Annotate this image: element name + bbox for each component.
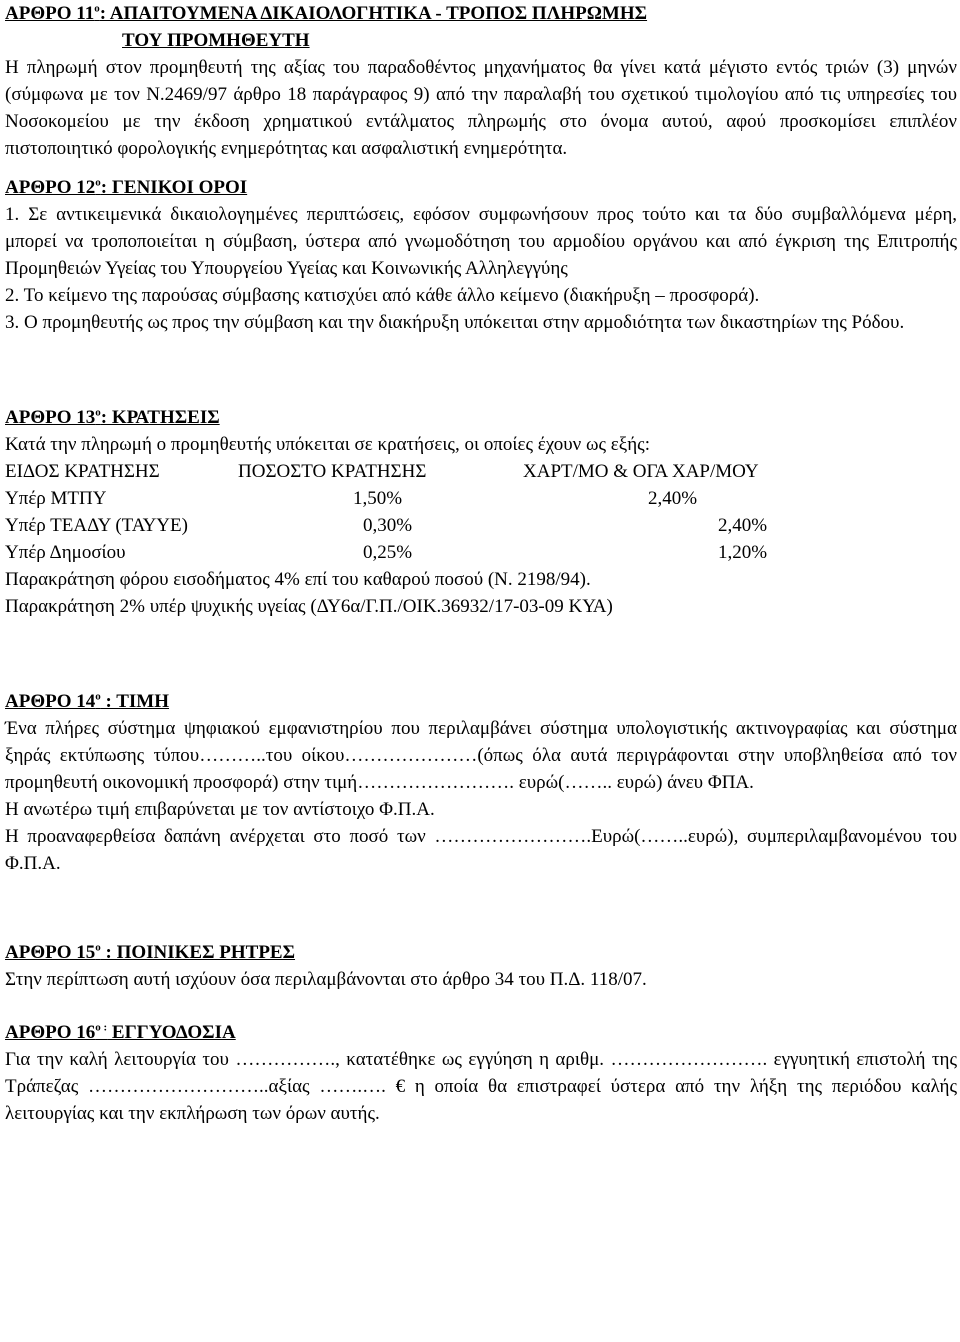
article-12-item-1: 1. Σε αντικειμενικά δικαιολογημένες περιπτώσεις, εφόσον συμφωνήσουν προς τούτο και τα δύο συμβαλλόμενα μέρη, μπορεί να τροποποιείται η σύμβαση, ύστερα από γνωμοδότηση του αρμοδίου οργάνου και από έγκριση της Επιτροπής Προμηθειών Υγείας του Υπουργείου Υγείας και Κοινωνικής Αλληλεγγύης [5, 204, 957, 279]
article-15-body: Στην περίπτωση αυτή ισχύουν όσα περιλαμβάνονται στο άρθρο 34 του Π.Δ. 118/07. [5, 969, 647, 990]
article-14-heading [5, 688, 957, 715]
article-13-note-1: Παρακράτηση φόρου εισοδήματος 4% επί του καθαρού ποσού (Ν. 2198/94). [5, 569, 591, 590]
article-16 [5, 1019, 957, 1127]
article-14 [5, 688, 957, 877]
article-11-heading-line2: ΤΟΥ ΠΡΟΜΗΘΕΥΤΗ [122, 30, 310, 51]
heading-text: ΕΓΓΥΟΔΟΣΙΑ [107, 1022, 236, 1043]
heading-text: ΑΡΘΡΟ 16 [5, 1022, 96, 1043]
article-14-body-1: Ένα πλήρες σύστημα ψηφιακού εμφανιστηρίου που περιλαμβάνει σύστημα υπολογιστικής ακτινογραφίας και σύστημα ξηράς εκτύπωσης τύπου………..του οίκου…………………(όπως όλα αυτά περιγράφονται στην υποβληθείσα από τον προμηθευτή οικονομική προσφορά) στην τιμή……………………. ευρώ(…….. ευρώ) άνευ ΦΠΑ. [5, 718, 957, 793]
table-cell: Υπέρ ΜΤΠΥ [5, 488, 107, 509]
article-16-heading [5, 1019, 957, 1046]
deductions-table-row [5, 512, 957, 539]
article-12-item-2: 2. Το κείμενο της παρούσας σύμβασης κατισχύει από κάθε άλλο κείμενο (διακήρυξη – προσφορά). [5, 285, 760, 306]
deductions-table-row [5, 539, 957, 566]
table-cell: 1,50% [353, 488, 403, 509]
heading-superscript: ο [95, 690, 101, 703]
table-cell: Υπέρ ΤΕΑΔΥ (ΤΑΥΥΕ) [5, 515, 188, 536]
heading-text: ΑΡΘΡΟ 14 [5, 691, 96, 712]
article-15 [5, 939, 957, 993]
heading-text: ΑΡΘΡΟ 11 [5, 3, 95, 24]
article-13-intro: Κατά την πληρωμή ο προμηθευτής υπόκειται σε κρατήσεις, οι οποίες έχουν ως εξής: [5, 434, 650, 455]
table-cell: 0,25% [363, 542, 413, 563]
table-cell: Υπέρ Δημοσίου [5, 542, 126, 563]
article-14-body-2: Η ανωτέρω τιμή επιβαρύνεται με τον αντίστοιχο Φ.Π.Α. [5, 799, 435, 820]
heading-superscript: ο [94, 2, 100, 15]
heading-text: ΑΡΘΡΟ 13 [5, 407, 96, 428]
article-13 [5, 404, 957, 620]
heading-superscript: ο [95, 406, 101, 419]
heading-text: : ΠΟΙΝΙΚΕΣ ΡΗΤΡΕΣ [100, 942, 296, 963]
heading-superscript: ο [95, 176, 101, 189]
heading-text: : ΑΠΑΙΤΟΥΜΕΝΑ ΔΙΚΑΙΟΛΟΓΗΤΙΚΑ - ΤΡΟΠΟΣ ΠΛΗΡΩΜΗΣ [99, 3, 648, 24]
article-11-body: Η πληρωμή στον προμηθευτή της αξίας του παραδοθέντος μηχανήματος θα γίνει κατά μέγιστο εντός τριών (3) μηνών (σύμφωνα με τον Ν.2469/97 άρθρο 18 παράγραφος 9) από την παραλαβή του σχετικού τιμολογίου από τις υπηρεσίες του Νοσοκομείου με την έκδοση χρηματικού εντάλματος πληρωμής στο όνομα αυτού, αφού προσκομίσει επιπλέον πιστοποιητικό φορολογικής ενημερότητας και ασφαλιστική ενημερότητα. [5, 57, 957, 159]
heading-superscript: ο : [95, 1021, 108, 1034]
heading-text: : ΤΙΜΗ [100, 691, 170, 712]
header-cell: ΕΙΔΟΣ ΚΡΑΤΗΣΗΣ [5, 461, 160, 482]
article-16-body: Για την καλή λειτουργία του ……………., κατατέθηκε ως εγγύηση η αριθμ. ……………………. εγγυητική επιστολή της Τράπεζας ………………………..αξίας …….…. € η οποία θα επιστραφεί ύστερα από την λήξη της περιόδου καλής λειτουργίας και την εκπλήρωση των όρων αυτής. [5, 1049, 957, 1124]
table-cell: 0,30% [363, 515, 413, 536]
article-15-heading [5, 939, 957, 966]
table-cell: 2,40% [718, 515, 768, 536]
article-12-item-3: 3. Ο προμηθευτής ως προς την σύμβαση και την διακήρυξη υπόκειται στην αρμοδιότητα των δικαστηρίων της Ρόδου. [5, 312, 905, 333]
heading-text: : ΓΕΝΙΚΟΙ ΟΡΟΙ [100, 177, 248, 198]
header-cell: ΠΟΣΟΣΤΟ ΚΡΑΤΗΣΗΣ [238, 461, 427, 482]
heading-text: ΑΡΘΡΟ 12 [5, 177, 96, 198]
article-13-note-2: Παρακράτηση 2% υπέρ ψυχικής υγείας (ΔΥ6α/Γ.Π./ΟΙΚ.36932/17-03-09 ΚΥΑ) [5, 596, 613, 617]
article-12 [5, 174, 957, 336]
table-cell: 1,20% [718, 542, 768, 563]
heading-text: ΑΡΘΡΟ 15 [5, 942, 96, 963]
table-cell: 2,40% [648, 488, 698, 509]
article-11-heading [5, 0, 957, 27]
article-14-body-3: Η προαναφερθείσα δαπάνη ανέρχεται στο ποσό των …………………….Ευρώ(……..ευρώ), συμπεριλαμβανομένου του Φ.Π.Α. [5, 826, 957, 874]
heading-superscript: ο [95, 941, 101, 954]
deductions-table-row [5, 485, 957, 512]
article-13-heading [5, 404, 957, 431]
document-page [5, 0, 957, 1127]
article-12-heading [5, 174, 957, 201]
deductions-table-header [5, 458, 957, 485]
article-11 [5, 0, 957, 162]
heading-text: : ΚΡΑΤΗΣΕΙΣ [100, 407, 220, 428]
header-cell: ΧΑΡΤ/ΜΟ & ΟΓΑ ΧΑΡ/ΜΟΥ [523, 461, 759, 482]
